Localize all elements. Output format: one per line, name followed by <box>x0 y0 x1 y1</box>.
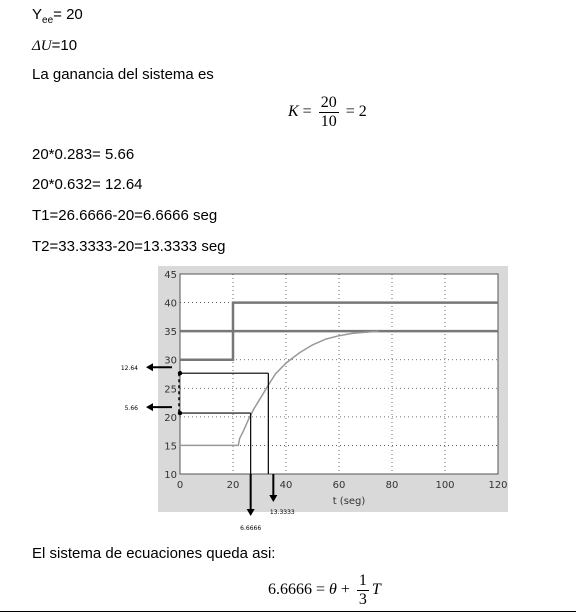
y-arrow-head <box>146 363 153 371</box>
calc-line-1: 20*0.283= 5.66 <box>32 146 135 163</box>
x-tick-label: 0 <box>176 480 184 491</box>
calc-line-2: 20*0.632= 12.64 <box>32 176 143 193</box>
system-t: T <box>371 581 381 599</box>
y-marker-label-1: 12.64 <box>120 365 138 373</box>
y-tick-label: 45 <box>164 270 177 281</box>
gain-fraction <box>319 94 339 131</box>
gain-rhs: = 2 <box>341 103 367 121</box>
gain-lhs: K <box>288 103 299 121</box>
delta-u-rest: =10 <box>51 37 78 54</box>
system-text: El sistema de ecuaciones queda asi: <box>32 545 276 562</box>
y-tick-label: 10 <box>164 470 177 481</box>
x-tick-label: 60 <box>332 480 346 491</box>
y-tick-label: 40 <box>164 298 177 310</box>
yee-base: Y <box>32 6 43 23</box>
y-tick-label: 25 <box>164 384 177 396</box>
delta-u-line <box>32 37 77 55</box>
x-marker-label-1: 6.6666 <box>240 525 262 532</box>
y-tick-label: 30 <box>164 355 177 367</box>
y-marker-label-2: 5.66 <box>124 405 138 413</box>
delta-u-symbol: ΔU <box>32 38 52 54</box>
system-equation <box>268 572 381 609</box>
yee-line <box>32 6 83 30</box>
x-tick-label: 20 <box>226 480 240 491</box>
system-theta: θ <box>329 581 337 599</box>
y-tick-label: 35 <box>164 327 177 339</box>
gain-eq: = <box>298 103 316 121</box>
x-axis-label: t (seg) <box>332 496 366 507</box>
bottom-rule <box>0 611 576 612</box>
system-fraction <box>357 572 369 609</box>
yee-sub: ee <box>42 15 54 26</box>
t2-line: T2=33.3333-20=13.3333 seg <box>32 238 226 255</box>
response-chart <box>120 266 520 536</box>
y-tick-label: 20 <box>164 412 177 424</box>
t1-line: T1=26.6666-20=6.6666 seg <box>32 207 218 224</box>
x-arrow-head <box>247 509 255 516</box>
gain-num: 20 <box>320 94 337 111</box>
y-arrow-head <box>146 403 153 411</box>
system-lhs: 6.6666 = <box>268 581 330 599</box>
gain-text: La ganancia del sistema es <box>32 66 214 83</box>
gain-den: 10 <box>320 113 337 130</box>
x-marker-label-2: 13.3333 <box>269 509 295 516</box>
x-tick-label: 120 <box>488 480 508 491</box>
system-plus: + <box>336 581 354 599</box>
system-den: 3 <box>358 591 367 608</box>
gain-equation <box>288 94 367 131</box>
x-tick-label: 100 <box>435 480 455 491</box>
y-tick-label: 15 <box>164 441 177 453</box>
yee-rest: = 20 <box>53 6 83 23</box>
system-num: 1 <box>358 572 367 589</box>
x-tick-label: 40 <box>279 480 293 491</box>
x-tick-label: 80 <box>385 480 399 491</box>
